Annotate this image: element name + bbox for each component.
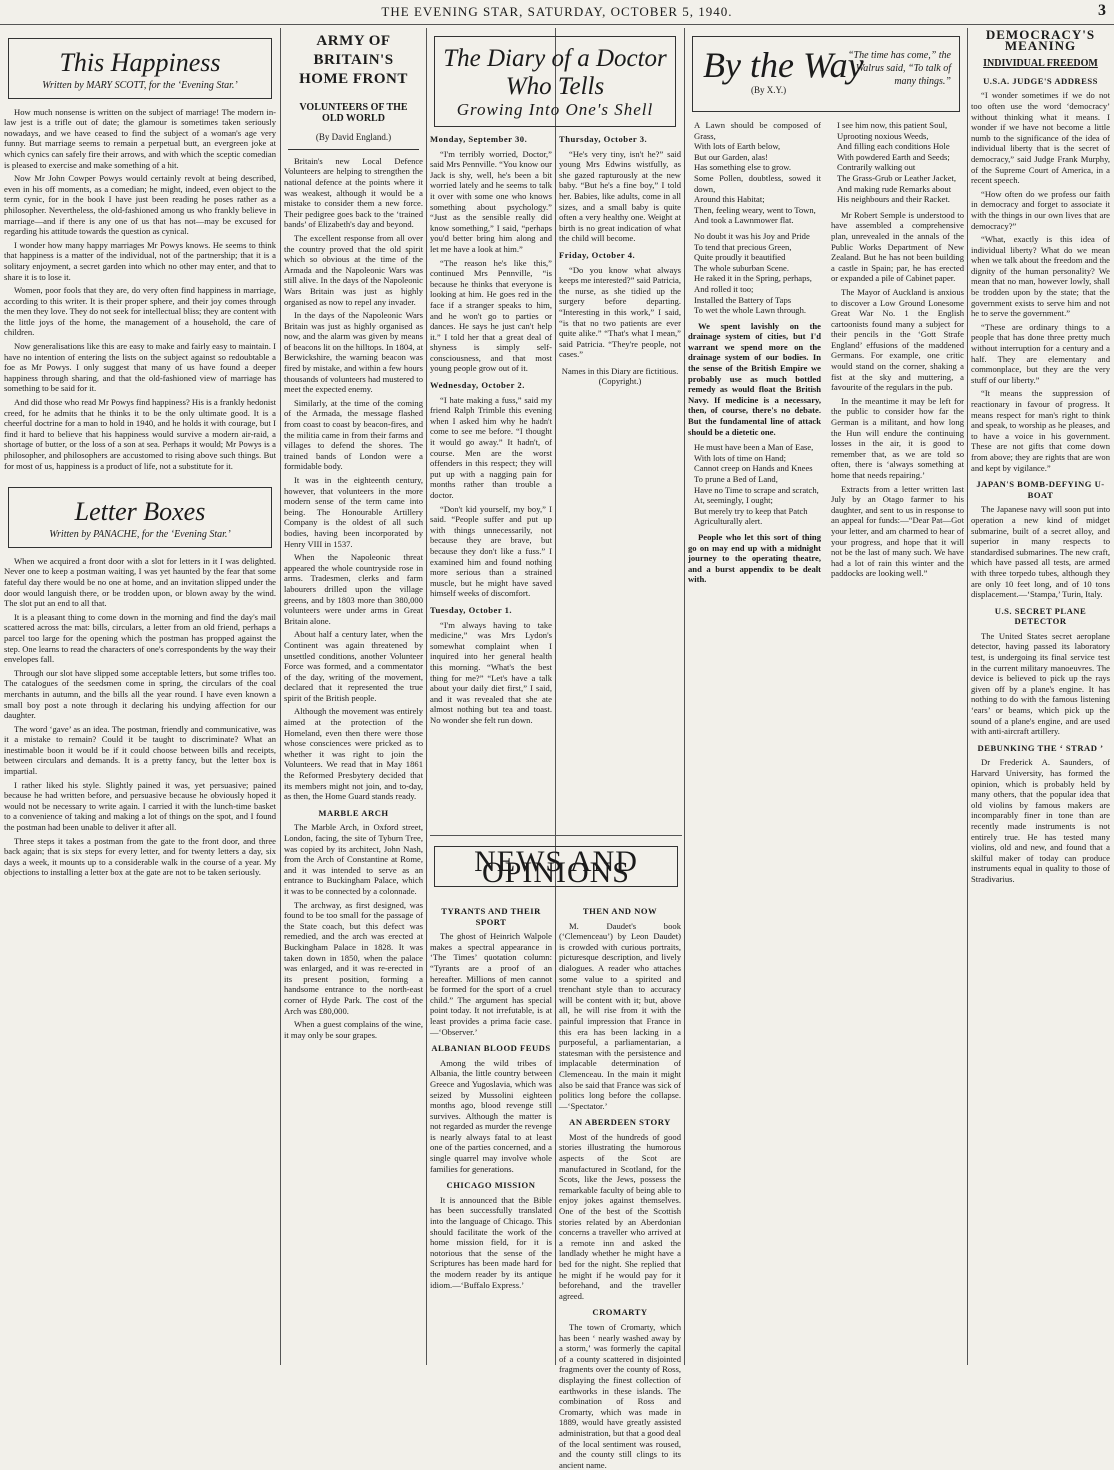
bold-note: People who let this sort of thing go on may end up with a midnight journey to the operating theatre, and a burst appendix to be dealt with. <box>688 531 821 585</box>
verse-line: No doubt it was his Joy and Pride <box>694 230 810 241</box>
column-rule <box>426 28 427 1365</box>
news-subhead: AN ABERDEEN STORY <box>569 1117 671 1128</box>
verse-line: And took a Lawnmower flat. <box>694 215 794 226</box>
diary-date: Monday, September 30. <box>430 134 528 144</box>
democracy-subtitle: INDIVIDUAL FREEDOM <box>983 58 1098 70</box>
news-subhead: U.S. SECRET PLANE DETECTOR <box>994 605 1087 627</box>
verse-block <box>688 231 821 316</box>
diary-footer: Names in this Diary are fictitious. (Copyright.) <box>561 365 679 387</box>
happiness-body <box>4 107 276 472</box>
happiness-byline: Written by MARY SCOTT, for the ‘Evening Star.’ <box>42 80 238 91</box>
paragraph: “It means the suppression of reactionary in favour of progress. It means respect for man's right to think and speak, to worship as he pleases, and to have a voice in his government. These are not gifts that come down from above; they are rights that are won and kept by vigilance.” <box>971 388 1110 473</box>
paragraph: Similarly, at the time of the coming of the Armada, the message flashed from coast to coast by beacon-fires, and the militia came in from their farms and villages to defend the shores. The trained bands of London were a formidable body. <box>284 397 423 472</box>
verse-line: The whole suburban Scene. <box>694 262 789 273</box>
paragraph: Women, poor fools that they are, do very often find happiness in marriage, according to this writer. It is their proper sphere, and their joy comes through the men they love. They do not seek for intellectual bliss; they are content with the little joys of the home, the management of a household, the care of children. <box>4 285 276 338</box>
verse-line: To prune a Bed of Land, <box>694 474 778 484</box>
section-rule <box>430 835 682 836</box>
column-rule <box>555 28 556 1365</box>
verse-line: His neighbours and their Racket. <box>837 194 950 205</box>
column-rule <box>280 28 281 1365</box>
verse-line: He raked it in the Spring, perhaps, <box>694 273 812 284</box>
news-item: The United States secret aeroplane detector, having passed its laboratory test, is undergoing its final service test in the current military manoeuvres. The device is believed to pick up the rays given off by a plane's engine. It has nothing to do with the famous listening ‘ears’ or beams, which pick up the sound of a plane's engine, and are used with anti-aircraft artillery. <box>971 630 1110 737</box>
paragraph: It was in the eighteenth century, however, that volunteers in the more modern sense of the term came into being. The Honourable Artillery Company is the oldest of all such bodies, having been incorporated by Henry VIII in 1537. <box>284 475 423 549</box>
news-item: Most of the hundreds of good stories illustrating the humorous aspects of the Scot are manufactured in Scotland, for the Scots, like the Jews, possess the remarkable faculty of being able to enjoy jokes against themselves. One of the best of the Scottish stories related by an Aberdonian concerns a traveller who arrived at a remote inn and asked the landlady whether he might have a bed for the night. She replied that he might if he would pay for it beforehand, and the traveller agreed. <box>559 1131 681 1301</box>
column-rule <box>967 28 968 1365</box>
newspaper-masthead: THE EVENING STAR, SATURDAY, OCTOBER 5, 1940. <box>381 4 733 19</box>
paragraph: I wonder how many happy marriages Mr Powys knows. He seems to think that happiness is a matter of the individual, not of the partnership; that it is a solitary enjoyment, a secret garden into which no other may enter, and that to share it is to lose it. <box>4 239 276 282</box>
verse-line: Around this Habitat; <box>694 194 765 205</box>
marble-arch-subhead: MARBLE ARCH <box>318 807 389 818</box>
verse-line: Agriculturally alert. <box>694 516 763 527</box>
diary-date: Wednesday, October 2. <box>430 380 525 391</box>
column-army <box>284 26 423 1366</box>
column-news-left <box>430 900 552 1370</box>
verse-line: To wet the whole Lawn through. <box>694 305 807 316</box>
verse-block <box>831 120 964 205</box>
verse-line: Have no Time to scrape and scratch, <box>694 484 819 495</box>
diary-title: The Diary of a Doctor Who Tells <box>443 45 667 100</box>
news-item: The town of Cromarty, which has been ‘ nearly washed away by a storm,’ was formerly the capital of a county scattered in disjointed fragments over the county of Ross, displaying the finest collection of earthworks in these islands. The combination of Ross and Cromarty, which was made in 1889, would have greatly assisted administration, but that a good deal of the local sentiment was roused, and the county still clings to its ancient name. <box>559 1321 681 1470</box>
page-number: 3 <box>1098 2 1106 19</box>
by-the-way-byline: (By X.Y.) <box>751 85 787 95</box>
paragraph: “I wonder sometimes if we do not too often use the word ‘democracy’ without thinking what it means. I wonder if we have not become a little numb to the significance of the idea of individual liberty that is the secret of democracy,” said Judge Frank Murphy, of the Supreme Court of America, in a recent speech. <box>971 90 1110 186</box>
paragraph: “What, exactly is this idea of individual liberty? What do we mean when we talk about the freedom and the dignity of the human personality? We mean that no man, however lowly, shall be trodden upon by the state; that the government exists to serve him and not he to serve the government.” <box>971 234 1110 319</box>
by-the-way-header <box>692 36 960 112</box>
verse-line: With lots of time on Hand; <box>694 452 787 463</box>
paragraph: How much nonsense is written on the subject of marriage! The modern in-law jest is a trifle out of date; the glamour is sometimes taken seriously nowadays, and we have ceased to find the subject of a woman's age very funny. But marriage seems to remain a perpetual butt, an evergreen joke at which cynics can safely fire their arrows, and with which the sceptic comedian is pleased to exercise and make something of a hit. <box>4 106 276 170</box>
paragraph: Through our slot have slipped some acceptable letters, but some trifles too. The catalogues of the seedsmen come in spring, the circulars of the coal merchants in autumn, and the bills all the year round. I have even known a small boy post a note through it declaring his undying affection for our daughter. <box>4 667 276 721</box>
verse-line: To tend that precious Green, <box>694 241 792 252</box>
news-item: It is announced that the Bible has been successfully translated into the language of Chicago. This should facilitate the work of the home mission field, for it is notorious that the sense of the Scriptures has been made hard for the modern reader by its antique idiom.—‘Buffalo Express.’ <box>430 1194 552 1290</box>
paragraph: Extracts from a letter written last July by an Otago farmer to his daughter, and sent to us in response to an appeal for funds:—“Dear Pat—Got your letter, and am charmed to hear of your progress, and hope that it will not be the last of many such. We have had a lot of rain this winter and the paddocks are looking well.” <box>831 483 964 579</box>
letters-title: Letter Boxes <box>74 497 206 527</box>
letters-byline: Written by PANACHE, for the ‘Evening Star.’ <box>49 529 231 541</box>
democracy-title: DEMOCRACY'S MEANING <box>985 27 1096 53</box>
news-item: Among the wild tribes of Albania, the little country between Greece and Yugoslavia, which was seized by Mussolini eighteen months ago, blood revenge still survives. Although the matter is not regarded as murder the revenge is nearly always fatal to at least one of the parties concerned, and a single quarrel may involve whole families for generations. <box>430 1057 552 1174</box>
verse-line: Quite proudly it beautified <box>694 252 786 263</box>
paragraph: Three steps it takes a postman from the gate to the front door, and three back again; that is six steps for every letter, and for twenty letters a day, six days a week, it mounts up to a considerable walk in the course of a year. My objections to installing a letter box at the gate are not to be taken seriously. <box>4 835 276 878</box>
verse-line: And filling each conditions Hole <box>837 141 950 152</box>
paragraph: In the days of the Napoleonic Wars Britain was just as highly organised as now, and the alarm was given by means of beacons lit on the hilltops. In 1804, at Berwickshire, the warning beacon was fired by mistake, and within a few hours thousands of volunteers had mustered to meet the expected enemy. <box>284 310 423 395</box>
verse-block <box>688 442 821 527</box>
verse-line: Then, feeling weary, went to Town, <box>694 204 816 215</box>
army-header <box>288 26 419 150</box>
news-item: Dr Frederick A. Saunders, of Harvard University, has formed the opinion, which is probably held by many others, that the popular idea that old violins by famous makers are incomparably finer in tone than are recently made instruments is not entirely true. He has tested many violins, old and new, and found that a skilful maker of today can produce instruments equal in quality to those of Stradivarius. <box>971 757 1110 884</box>
paragraph: And did those who read Mr Powys find happiness? His is a frankly hedonist creed, for he admits that he thinks it to be the only ultimate good. It is a cheerful doctrine for a man to hold in 1940, and he holds it with courage, but I find it hard to believe that his happiness would survive a modern air-raid, a shortage of butter, or the loss of a son at sea. Perhaps it would; Mr Powys is a philosopher, and philosophers are accustomed to rising above such things. But for most of us, happiness is a product of life, not a substitute for it. <box>4 397 276 471</box>
column-democracy <box>971 26 1110 1366</box>
news-title: NEWS AND OPINIONS <box>434 846 678 887</box>
verse-line: Contrarily walking out <box>837 162 916 173</box>
diary-date: Thursday, October 3. <box>559 134 648 144</box>
paragraph: It is a pleasant thing to come down in the morning and find the day's mail scattered across the mat: bills, circulars, a letter from an old friend, perhaps a parcel too large for the opening which the postman has propped against the step. One learns to read the characters of one's correspondents by the way their envelopes fall. <box>4 611 276 665</box>
column-diary-right <box>559 128 681 828</box>
happiness-header <box>8 38 272 99</box>
verse-line: Some Pollen, doubtless, sowed it down, <box>694 172 821 194</box>
bold-note: We spent lavishly on the drainage system of cities, but I'd warrant we spend more on the drainage system of our bodies. In the sense of the British Empire we probably use as much bottled remedy as would float the British Navy. If medicine is a necessary, then, of course, there's no debate. But the fundamental line of attack should be a dietetic one. <box>688 320 821 437</box>
diary-entry: “He's very tiny, isn't he?” said young Mrs Edwins wistfully, as she gazed rapturously at the new baby. “But he's a fine boy,” I told her. Babies, like adults, come in all sizes, and a small baby is quite often a very healthy one. Weight at birth is no great indication of what the child will become. <box>559 148 681 244</box>
paragraph: Now Mr John Cowper Powys would certainly revolt at being described, even in his off moments, as a comedian; he might, indeed, even object to the term cynic, for in the book I have just been reading he poses rather as a philosopher. Nevertheless, the old-fashioned among us who frankly believe in marriage—and if there is any one of us that has not—may be excused for regarding his attitude towards the question as cynical. <box>4 173 276 237</box>
verse-line: He must have been a Man of Ease, <box>694 442 814 453</box>
diary-entry: “I'm terribly worried, Doctor,” said Mrs Pennville. “You know our Jack is shy, well, he's been a bit worried lately and he seems to talk it over with some one who knows something about psychology.” “Just as the sensible really did know something,” I said, “perhaps you'd better bring him along and let me have a look at him.” <box>430 148 552 254</box>
happiness-title: This Happiness <box>59 48 221 77</box>
paragraph: About half a century later, when the Continent was again threatened by unsettled conditions, another Volunteer Force was formed, and a commentator of the day, writing of the movement, declared that it represented the true spirit of the British people. <box>284 629 423 703</box>
by-the-way-quote: “The time has come,” the Walrus said, “To talk of many things.” <box>847 50 951 87</box>
paragraph: Mr Robert Semple is understood to have assembled a comprehensive plan, unrevealed in the annals of the Public Works Department of New Zealand. But he has not been building a castle in Spain; par, he has erected or expanded a pile of Cabinet paper. <box>831 209 964 284</box>
verse-line: A Lawn should be composed of Grass, <box>694 120 821 141</box>
verse-line: Installed the Battery of Taps <box>694 294 792 305</box>
paragraph: When the Napoleonic threat appeared the whole countryside rose in arms. Tradesmen, clerks and farm labourers drilled upon the village greens, and by 1803 more than 380,000 volunteers were under arms in Great Britain alone. <box>284 552 423 626</box>
news-subhead: DEBUNKING THE ‘ STRAD ’ <box>977 742 1104 753</box>
paragraph: Britain's new Local Defence Volunteers are helping to strengthen the national defence at the points where it was weakest, although it would be a mistake to consider them a new force. Their pedigree goes back to the ‘trained bands’ of Elizabeth's day and beyond. <box>284 155 423 230</box>
column-by-the-way <box>688 26 964 1366</box>
news-subhead: ALBANIAN BLOOD FEUDS <box>431 1043 551 1054</box>
running-head <box>0 0 1114 25</box>
news-subhead: TYRANTS AND THEIR SPORT <box>441 906 541 927</box>
diary-entry: “Do you know what always keeps me interested?” said Patricia, the nurse, as she tidied up the surgery before departing. “Interesting in this work,” I said, “is that no two patients are ever quite alike.” “That's what I mean,” said Patricia. “They're people, not cases.” <box>559 264 681 360</box>
paragraph: When we acquired a front door with a slot for letters in it I was delighted. Never one to keep a postman waiting, I was yet haunted by the fear that some fateful day there would be no one at home, and an invitation slipped under the door would languish there, or be trodden upon, or blown away by the wind. The slot put an end to all that. <box>4 555 276 609</box>
letters-body <box>4 556 276 878</box>
news-subhead: JAPAN'S BOMB-DEFYING U-BOAT <box>976 479 1105 500</box>
diary-entry: “I'm always having to take medicine,” was Mrs Lydon's somewhat complaint when I inquired into her general health this morning. “What's the best thing for me?” “Let's have a talk about your daily diet first,” I said, and it was revealed that she ate almost nothing but tea and toast. No wonder she felt run down. <box>430 619 552 725</box>
diary-entry: “I hate making a fuss,” said my friend Ralph Trimble this evening when I asked him why he hadn't come to see me before. “I thought it would go away.” It hadn't, of course. Men are the worst offenders in this respect; they will put up with a nagging pain for months rather than trouble a doctor. <box>430 394 552 500</box>
verse-line: With powdered Earth and Seeds; <box>837 151 950 162</box>
news-header-area <box>430 838 682 893</box>
diary-entry: “Don't kid yourself, my boy,” I said. “People suffer and put up with things unnecessarily, not because they are brave, but because they don't like a fuss.” I examined him and found nothing more serious than a strained muscle, but he might have saved himself weeks of discomfort. <box>430 503 552 599</box>
paragraph: The word ‘gave’ as an idea. The postman, friendly and communicative, was it a mistake to remain? Could it be taught to discriminate? What an inestimable boon it would be if it could choose between bills and receipts, between circulars and demands. It is a pretty fancy, but the letter box is impartial. <box>4 723 276 777</box>
verse-line: But merely try to keep that Patch <box>694 505 808 516</box>
news-subhead: CROMARTY <box>592 1307 648 1318</box>
verse-line: At, seemingly, I ought; <box>694 495 773 506</box>
diary-header <box>434 36 676 127</box>
by-the-way-body <box>688 120 964 586</box>
paragraph: Now generalisations like this are easy to make and fairly easy to maintain. I have no intention of entering the lists on the subject against so redoubtable a foe as Mr Powys. I only suggest that many of us have found a deeper happiness through sharing, and that the old-fashioned view of marriage has something to be said for it. <box>4 341 276 394</box>
news-subhead: CHICAGO MISSION <box>446 1180 536 1191</box>
verse-line: With lots of Earth below, <box>694 141 781 152</box>
diary-date: Friday, October 4. <box>559 249 636 260</box>
news-item: The ghost of Heinrich Walpole makes a spectral appearance in ‘The Times’ quotation column: “Tyrants are a proof of an hereafter. Millions of men cannot be formed for the sport of a cruel child.” The argument has special point today. It not irrefutable, is at least provides a prima facie case.—‘Observer.’ <box>430 931 552 1037</box>
diary-subtitle: Growing Into One's Shell <box>456 100 654 119</box>
verse-line: But our Garden, alas! <box>694 151 768 162</box>
paragraph: “How often do we profess our faith in democracy and forget to associate it with the things in our own lives that are democracy?” <box>971 188 1110 231</box>
paragraph: The Mayor of Auckland is anxious to discover a Low Ground Lonesome Great War No. 1 the English cartoonists found many a subject for their pencils in the ‘Gott Strafe England’ effusions of the maddened Germans. For example, one critic would stand on the corner, shaking a fist at the sky and muttering, a favourite of the regulars in the pub. <box>831 286 964 393</box>
paragraph: The excellent response from all over the country proved that the old spirit which so obvious at the time of the Armada and the Napoleonic Wars was still alive. In the days of the Napoleonic Wars Britain was just as highly organised as now to repel any invader. <box>284 232 423 307</box>
verse-line: Has something else to grow. <box>694 162 792 173</box>
paragraph: “These are ordinary things to a people that has done three pretty much without interruption for a century and a half. They are elementary and commonplace, but they are the very stuff of our liberty.” <box>971 321 1110 385</box>
army-title: ARMY OF BRITAIN'S HOME FRONT <box>299 33 408 87</box>
filler-joke: When a guest complains of the wine, it may only be sour grapes. <box>284 1019 423 1040</box>
paragraph: The Marble Arch, in Oxford street, London, facing, the site of Tyburn Tree, was copied by its architect, John Nash, from the Arch of Constantine at Rome, and it was intended to serve as an entrance to Buckingham Palace, which it was to be connected by a colonnade. <box>284 822 423 896</box>
by-the-way-title: By the Way <box>703 45 864 85</box>
verse-line: I see him now, this patient Soul, <box>837 120 948 130</box>
news-item: M. Daudet's book (‘Clemenceau’) by Leon Daudet) is crowded with curious portraits, picturesque description, and lively dialogues. A reader who attaches some value to a spirited and trenchant style than to accuracy will be content with it; but, above all, he will rise from it with the painful impression that France in this era has been lacking in a purposeful, a parliamentarian, a statesman with the persistence and implacable determination of Clemenceau. In the main it might also be said that France was sick of politics long before the collapse.—‘Spectator.’ <box>559 920 681 1111</box>
paragraph: Although the movement was entirely aimed at the protection of the Homeland, even then there were those whose consciences were pricked as to whether it was right to join the Volunteers. We read that in May 1861 the Reformed Presbytery decided that its members might not join, and to-day, as then, the Home Guard stands ready. <box>284 706 423 802</box>
diary-date: Tuesday, October 1. <box>430 604 513 615</box>
democracy-subhead: U.S.A. JUDGE'S ADDRESS <box>983 75 1098 86</box>
verse-line: Uprooting noxious Weeds, <box>837 130 929 141</box>
column-rule <box>684 28 685 1365</box>
paragraph: The archway, as first designed, was found to be too small for the passage of the State coach, but this defect was remedied, and the arch was erected at Buckingham Palace in 1828. It was taken down in 1850, when the palace was enlarged, and it was re-erected in its present position, forming a handsome entrance to the north-east corner of Hyde Park. The cost of the Arch was £80,000. <box>284 899 423 1016</box>
verse-line: The Grass-Grub or Leather Jacket, <box>837 172 957 183</box>
news-subhead: THEN AND NOW <box>582 906 658 916</box>
news-item: The Japanese navy will soon put into operation a new kind of midget submarine, built of a secret alloy, and superior in many respects to standardised submarines. The new craft, which have passed all tests, are armed with three torpedo tubes, although they are only 10 feet long, and of 10 tons displacement.—‘Stampa,’ Turin, Italy. <box>971 504 1110 600</box>
verse-line: Cannot creep on Hands and Knees <box>694 463 813 474</box>
letters-header <box>8 487 272 548</box>
democracy-header <box>975 27 1106 70</box>
column-happiness-letters <box>4 26 276 1366</box>
verse-block <box>688 120 821 226</box>
verse-line: And making rude Remarks about <box>837 183 952 194</box>
army-subhead: VOLUNTEERS OF THE OLD WORLD <box>299 102 408 124</box>
army-byline: (By David England.) <box>315 132 392 143</box>
paragraph: I rather liked his style. Slightly pained it was, yet persuasive; pained because he had written before, and persuasive because he obviously hoped it would not be necessary to write again. I carried it with the lunch-time basket to a convenience of taking and making a lot of things on the spot, and I found the postman had been unable to deliver it after all. <box>4 779 276 833</box>
column-news-right <box>559 900 681 1470</box>
diary-entry: “The reason he's like this,” continued Mrs Pennville, “is because he thinks that everyone is looking at him. He goes red in the face if a stranger speaks to him, and he won't go to parties or dances. He says he just can't help it.” I told her that a great deal of shyness is simply self-consciousness, and that most young people grow out of it. <box>430 257 552 374</box>
paragraph: In the meantime it may be left for the public to consider how far the German is a militant, and how long the Hun will endure the continuing losses in the air, it is good to remember that, as we are told so often, there is ‘always something at home that needs repairing.’ <box>831 395 964 480</box>
verse-line: And rolled it too; <box>694 283 754 294</box>
